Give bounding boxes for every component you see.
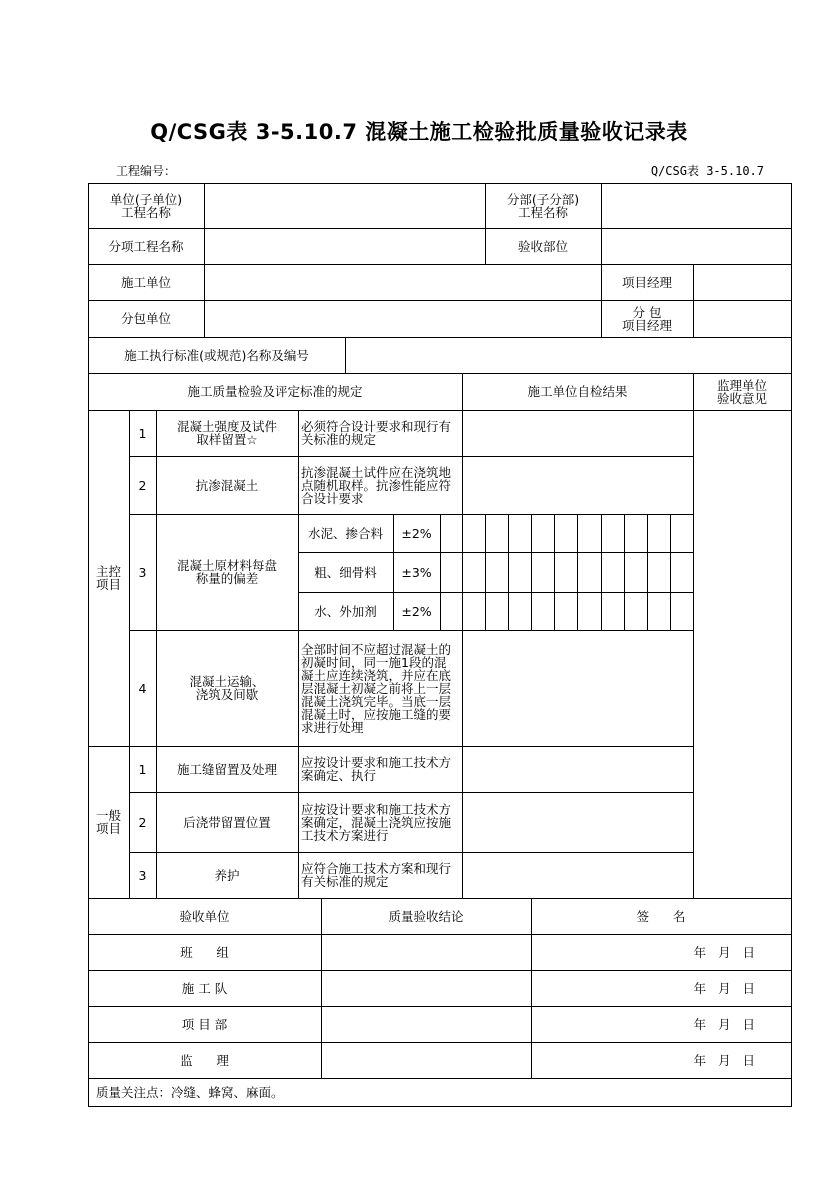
construction-unit-label: 施工单位	[120, 274, 171, 290]
material-cement: 水泥、掺合料	[307, 525, 383, 541]
supervision-opinion-field[interactable]	[694, 411, 791, 898]
main-control-label: 主控 项目	[95, 564, 121, 592]
main-item-4-requirement: 全部时间不应超过混凝土的 初凝时间，同一施1段的混 凝土应连续浇筑，并应在底 层混凝土初凝之前将上一层 混凝土浇筑完毕。当底一层 混凝土时，应按施工缝的要 求进行处理	[301, 641, 452, 735]
general-item-1-name: 施工缝留置及处理	[176, 761, 277, 777]
project-manager-field[interactable]	[694, 265, 791, 300]
main-item-2-name: 抗渗混凝土	[195, 477, 259, 493]
acceptance-row-crew: 施 工 队	[181, 980, 228, 996]
conclusion-supervision-field[interactable]	[322, 1043, 531, 1078]
project-number-label: 工程编号：	[116, 164, 177, 178]
conclusion-project-dept-field[interactable]	[322, 1007, 531, 1042]
tolerance-cement: ±2%	[401, 525, 432, 541]
item-name-label: 分项工程名称	[108, 238, 184, 254]
general-item-1-requirement: 应按设计要求和施工技术方 案确定、执行	[301, 755, 452, 783]
main-item-2-result-field[interactable]	[463, 457, 693, 514]
page-title: Q/CSG表 3-5.10.7 混凝土施工检验批质量验收记录表	[150, 120, 688, 144]
sub-part-name-field[interactable]	[602, 184, 791, 228]
general-item-2-name: 后浇带留置位置	[183, 814, 271, 830]
material-water: 水、外加剂	[314, 603, 377, 619]
general-item-1-no: 1	[138, 761, 147, 777]
conclusion-crew-field[interactable]	[322, 971, 531, 1006]
construction-unit-field[interactable]	[205, 265, 601, 300]
project-manager-label: 项目经理	[621, 274, 672, 290]
main-item-1-name: 混凝土强度及试件 取样留置☆	[176, 419, 277, 447]
conclusion-team-field[interactable]	[322, 935, 531, 970]
sign-date-team[interactable]: 年 月 日	[693, 944, 755, 960]
general-item-3-name: 养护	[214, 867, 240, 883]
general-item-2-no: 2	[138, 814, 147, 830]
general-item-3-no: 3	[138, 867, 147, 883]
supervision-column-header: 监理单位 验收意见	[716, 377, 767, 406]
subcontract-pm-label: 分 包 项目经理	[621, 304, 672, 333]
form-code: Q/CSG表 3-5.10.7	[650, 164, 764, 178]
subcontract-unit-field[interactable]	[205, 301, 601, 337]
sub-part-name-label: 分部(子分部) 工程名称	[506, 191, 580, 220]
general-item-3-result-field[interactable]	[463, 853, 693, 898]
main-item-3-name: 混凝土原材料每盘 称量的偏差	[176, 558, 277, 586]
item-name-field[interactable]	[205, 229, 485, 264]
acceptance-row-team: 班 组	[180, 944, 229, 960]
main-item-2-no: 2	[138, 477, 147, 493]
general-item-2-result-field[interactable]	[463, 793, 693, 852]
acceptance-row-project-dept: 项 目 部	[181, 1016, 228, 1032]
main-item-1-requirement: 必须符合设计要求和现行有 关标准的规定	[301, 419, 452, 447]
spec-column-header: 施工质量检验及评定标准的规定	[187, 384, 363, 399]
tolerance-aggregate: ±3%	[401, 564, 432, 580]
sign-date-project-dept[interactable]: 年 月 日	[693, 1016, 755, 1032]
general-item-2-requirement: 应按设计要求和施工技术方 案确定，混凝土浇筑应按施 工技术方案进行	[301, 801, 452, 843]
main-item-4-result-field[interactable]	[463, 631, 693, 746]
main-item-1-result-field[interactable]	[463, 411, 693, 456]
main-item-3-no: 3	[138, 564, 147, 580]
general-item-3-requirement: 应符合施工技术方案和现行 有关标准的规定	[301, 861, 452, 889]
subcontract-unit-label: 分包单位	[120, 311, 171, 326]
main-item-1-no: 1	[138, 425, 147, 441]
standard-label: 施工执行标准(或规范)名称及编号	[124, 347, 309, 363]
main-item-2-requirement: 抗渗混凝土试件应在浇筑地 点随机取样。抗渗性能应符 合设计要求	[301, 464, 452, 506]
general-items-label: 一般 项目	[95, 808, 121, 836]
acceptance-conclusion-header: 质量验收结论	[388, 908, 464, 924]
acceptance-part-field[interactable]	[602, 229, 791, 264]
subcontract-pm-field[interactable]	[694, 301, 791, 337]
tolerance-water: ±2%	[401, 603, 432, 619]
unit-project-name-field[interactable]	[205, 184, 485, 228]
acceptance-unit-header: 验收单位	[179, 908, 230, 924]
sign-date-crew[interactable]: 年 月 日	[693, 980, 755, 996]
general-item-1-result-field[interactable]	[463, 747, 693, 792]
material-aggregate: 粗、细骨料	[314, 564, 377, 580]
standard-field[interactable]	[346, 338, 791, 373]
unit-project-name-label: 单位(子单位) 工程名称	[109, 191, 183, 220]
main-item-4-no: 4	[138, 680, 147, 696]
acceptance-part-label: 验收部位	[517, 238, 568, 254]
quality-focus-note: 质量关注点：冷缝、蜂窝、麻面。	[96, 1084, 284, 1100]
sign-date-supervision[interactable]: 年 月 日	[693, 1052, 755, 1068]
self-check-column-header: 施工单位自检结果	[527, 384, 628, 399]
acceptance-sign-header: 签 名	[636, 908, 686, 924]
acceptance-row-supervision: 监 理	[180, 1052, 229, 1068]
main-item-4-name: 混凝土运输、 浇筑及间歇	[189, 674, 265, 702]
